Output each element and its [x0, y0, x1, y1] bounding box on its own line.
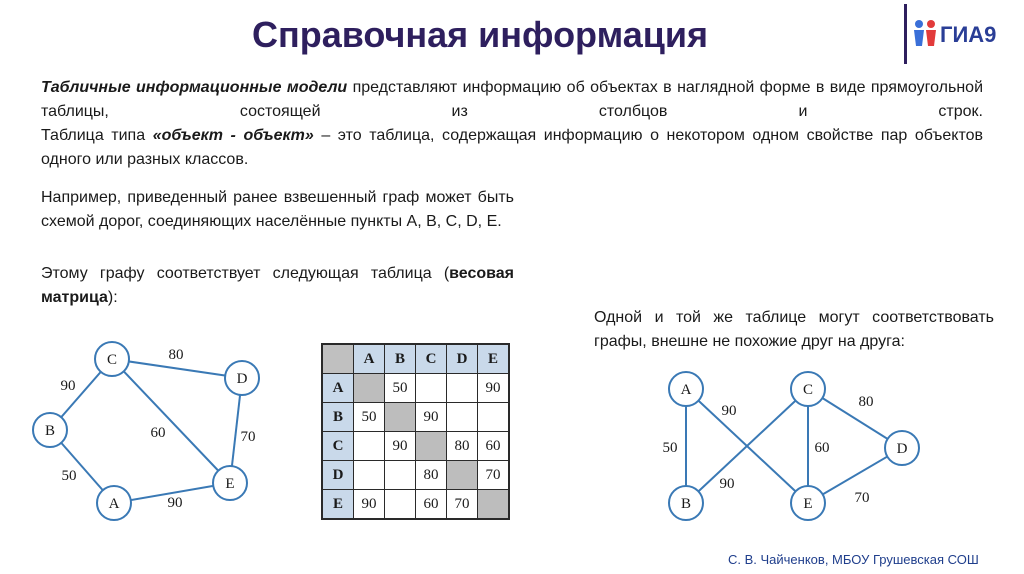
- author-footer: С. В. Чайченков, МБОУ Грушевская СОШ: [728, 552, 979, 567]
- node-label-e: E: [803, 496, 813, 512]
- matrix-row-header: B: [322, 403, 354, 432]
- matrix-cell: [385, 490, 416, 520]
- matrix-cell: [416, 374, 447, 403]
- matrix-cell: 50: [354, 403, 385, 432]
- matrix-col-header: D: [447, 344, 478, 374]
- matrix-intro-paragraph: [41, 262, 514, 310]
- matrix-cell: 70: [447, 490, 478, 520]
- matrix-row: [322, 432, 509, 461]
- matrix-row-header: C: [322, 432, 354, 461]
- node-label-d: D: [896, 441, 908, 457]
- matrix-cell: 50: [385, 374, 416, 403]
- matrix-cell: [447, 461, 478, 490]
- matrix-row: [322, 490, 509, 520]
- matrix-row: [322, 461, 509, 490]
- matrix-intro-text-a: Этому графу соответствует следующая таблица (: [41, 265, 450, 282]
- logo-divider: [904, 4, 907, 64]
- matrix-intro-text-b: ):: [107, 289, 118, 306]
- matrix-corner-cell: [322, 344, 354, 374]
- weight-matrix: [321, 343, 510, 520]
- matrix-cell: 90: [385, 432, 416, 461]
- weight-b-c: 90: [719, 476, 735, 492]
- matrix-row-header: E: [322, 490, 354, 520]
- matrix-cell: [447, 403, 478, 432]
- intro-text-2a: Таблица типа: [41, 127, 153, 144]
- matrix-cell: 60: [416, 490, 447, 520]
- weight-c-d: 80: [168, 347, 184, 363]
- matrix-cell: [354, 432, 385, 461]
- weight-c-e: 60: [814, 440, 830, 456]
- weight-a-b: 50: [662, 440, 678, 456]
- weight-b-a: 50: [61, 468, 77, 484]
- intro-term-1: Табличные информационные модели: [41, 79, 348, 96]
- node-label-a: A: [680, 382, 692, 398]
- matrix-row: [322, 374, 509, 403]
- matrix-cell: 80: [447, 432, 478, 461]
- matrix-cell: [478, 490, 510, 520]
- intro-text-1: представляют информацию об объектах в наглядной форме в виде прямоугольной таблицы, состоящей из столбцов и строк.: [41, 79, 984, 120]
- weight-a-e: 90: [167, 495, 183, 511]
- matrix-row: [322, 403, 509, 432]
- page-title: Справочная информация: [251, 14, 709, 55]
- matrix-col-header: A: [354, 344, 385, 374]
- matrix-cell: [478, 403, 510, 432]
- matrix-cell: 90: [478, 374, 510, 403]
- edge-c-e: [112, 359, 230, 483]
- node-label-a: A: [108, 496, 120, 512]
- weight-c-d: 80: [858, 394, 874, 410]
- matrix-cell: [385, 461, 416, 490]
- note-paragraph: Одной и той же таблице могут соответствовать графы, внешне не похожие друг на друга:: [594, 309, 994, 350]
- matrix-cell: 70: [478, 461, 510, 490]
- matrix-row-header: A: [322, 374, 354, 403]
- weight-c-b: 90: [60, 378, 76, 394]
- intro-term-2: «объект - объект»: [152, 127, 314, 144]
- node-label-b: B: [680, 496, 692, 512]
- matrix-header-row: [322, 344, 509, 374]
- matrix-cell: 80: [416, 461, 447, 490]
- weight-c-e: 60: [150, 425, 166, 441]
- matrix-cell: [447, 374, 478, 403]
- weighted-graph-1: [0, 330, 300, 530]
- node-label-b: B: [44, 423, 56, 439]
- example-paragraph: Например, приведенный ранее взвешенный граф может быть схемой дорог, соединяющих населённые пункты А, В, С, D, Е.: [41, 189, 514, 230]
- matrix-intro-term: весовая матрица: [41, 265, 514, 306]
- matrix-col-header: E: [478, 344, 510, 374]
- node-label-c: C: [802, 382, 814, 398]
- weight-e-d: 70: [854, 490, 870, 506]
- matrix-cell: 90: [354, 490, 385, 520]
- weight-a-e: 90: [721, 403, 737, 419]
- matrix-row-header: D: [322, 461, 354, 490]
- intro-text-2b: – это таблица, содержащая информацию о некотором одном свойстве пар объектов одного или разных классов.: [41, 127, 984, 168]
- matrix-col-header: B: [385, 344, 416, 374]
- node-label-e: E: [225, 476, 235, 492]
- logo-text: ГИА9: [940, 22, 997, 47]
- people-icon: [912, 18, 940, 48]
- matrix-cell: 90: [416, 403, 447, 432]
- node-label-d: D: [236, 371, 248, 387]
- gia9-logo: [904, 4, 1022, 64]
- matrix-col-header: C: [416, 344, 447, 374]
- matrix-cell: [385, 403, 416, 432]
- weight-d-e: 70: [240, 429, 256, 445]
- weighted-graph-2: [640, 360, 940, 530]
- matrix-cell: [354, 461, 385, 490]
- matrix-cell: [416, 432, 447, 461]
- matrix-cell: 60: [478, 432, 510, 461]
- intro-paragraph-2: [41, 124, 983, 172]
- matrix-cell: [354, 374, 385, 403]
- node-label-c: C: [106, 352, 118, 368]
